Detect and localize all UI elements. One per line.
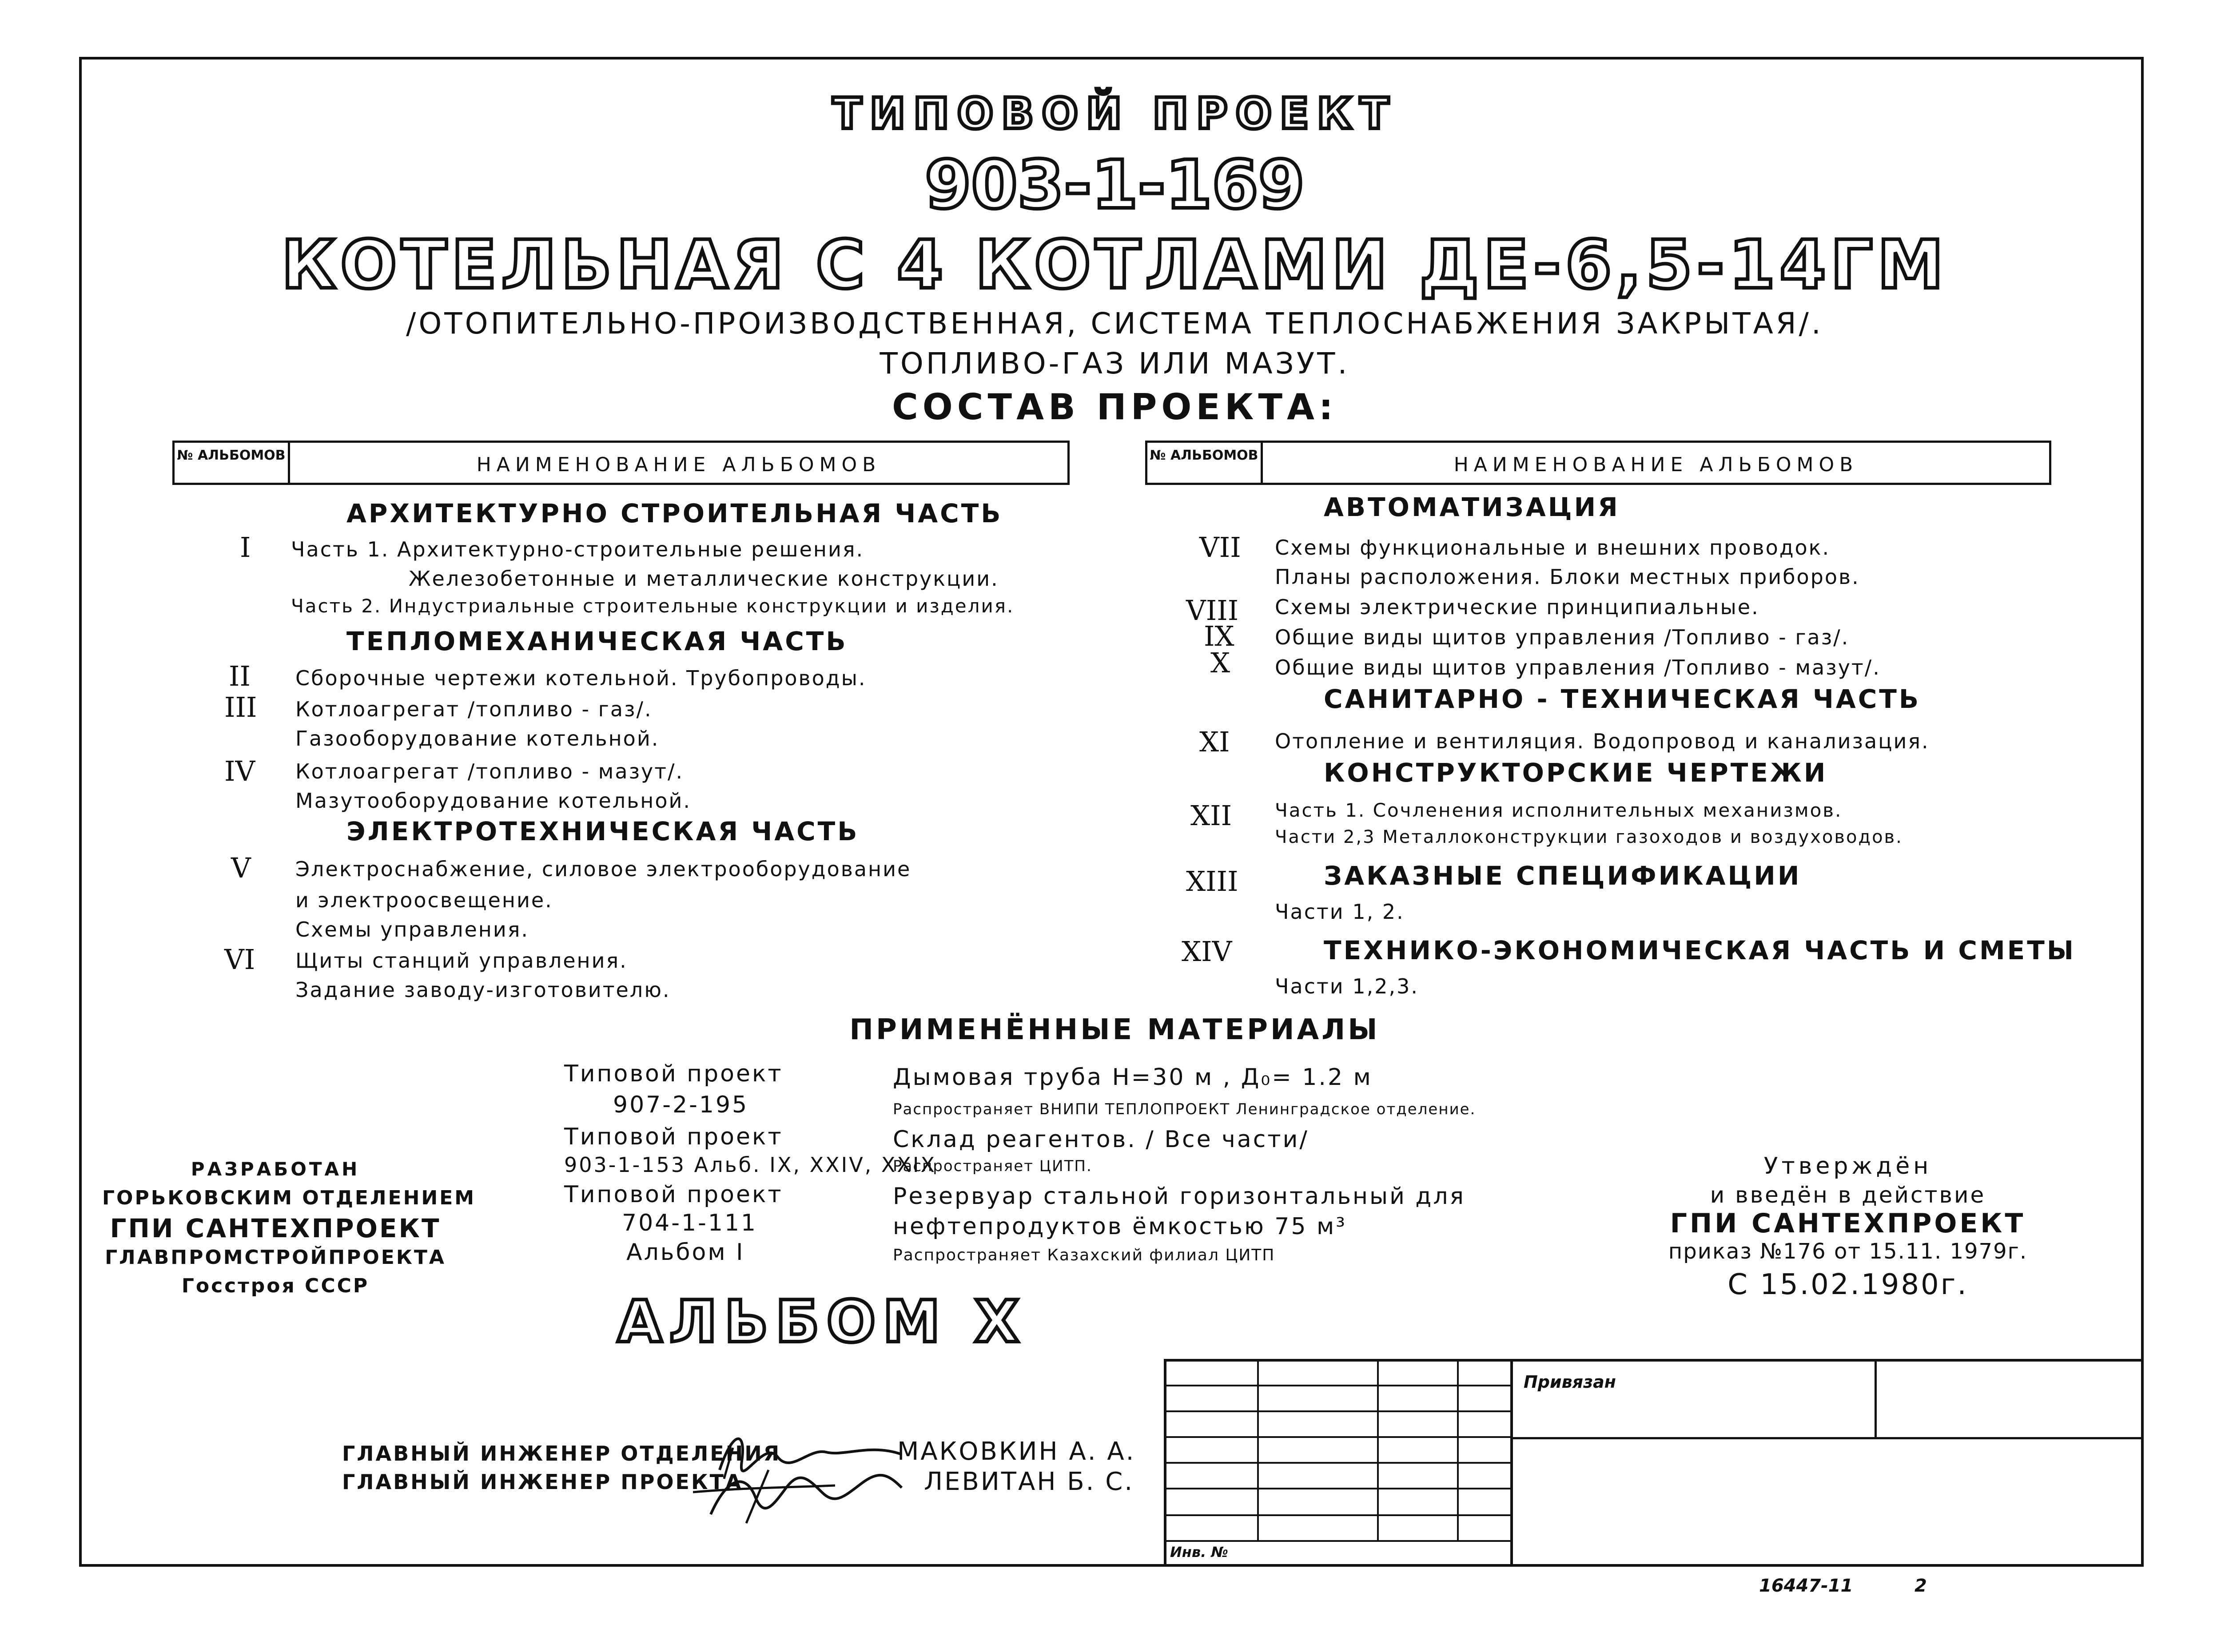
album-line: Сборочные чертежи котельной. Трубопроводы. bbox=[295, 666, 867, 690]
album-number-column: № АЛЬБОМОВ bbox=[175, 443, 290, 483]
material-project-number: 903-1-153 Альб. IX, XXIV, XXIX bbox=[564, 1153, 937, 1177]
project-subtitle: /ОТОПИТЕЛЬНО-ПРОИЗВОДСТВЕННАЯ, СИСТЕМА ТЕПЛОСНАБЖЕНИЯ ЗАКРЫТАЯ/. bbox=[406, 306, 1823, 341]
material-project-number: 704-1-111 bbox=[622, 1210, 758, 1236]
album-number: X bbox=[1210, 647, 1230, 679]
approval-date: С 15.02.1980г. bbox=[1727, 1268, 1968, 1301]
material-description: нефтепродуктов ёмкостью 75 м³ bbox=[893, 1213, 1347, 1240]
material-distributor: Распространяет ВНИПИ ТЕПЛОПРОЕКТ Ленинградское отделение. bbox=[893, 1100, 1476, 1118]
album-name-column: НАИМЕНОВАНИЕ АЛЬБОМОВ bbox=[476, 453, 881, 476]
album-line: Схемы электрические принципиальные. bbox=[1275, 595, 1759, 619]
album-number-column: № АЛЬБОМОВ bbox=[1147, 443, 1263, 483]
album-number: III bbox=[224, 691, 257, 723]
section-heading: ТЕХНИКО-ЭКОНОМИЧЕСКАЯ ЧАСТЬ И СМЕТЫ bbox=[1324, 935, 2076, 965]
album-number: IV bbox=[224, 755, 255, 787]
album-line: Задание заводу-изготовителю. bbox=[295, 978, 671, 1002]
material-project-label: Типовой проект bbox=[564, 1181, 783, 1208]
album-line: Планы расположения. Блоки местных приборов. bbox=[1275, 565, 1860, 589]
section-heading: САНИТАРНО - ТЕХНИЧЕСКАЯ ЧАСТЬ bbox=[1324, 684, 1921, 714]
album-number: VIII bbox=[1186, 594, 1239, 627]
album-name-column: НАИМЕНОВАНИЕ АЛЬБОМОВ bbox=[1453, 453, 1859, 476]
project-title: КОТЕЛЬНАЯ С 4 КОТЛАМИ ДЕ-6,5-14ГМ bbox=[281, 226, 1948, 304]
album-number: XIII bbox=[1186, 865, 1238, 897]
album-number: XI bbox=[1199, 726, 1230, 758]
album-line: Часть 2. Индустриальные строительные конструкции и изделия. bbox=[291, 595, 1015, 617]
album-line: Железобетонные и металлические конструкции. bbox=[409, 567, 999, 591]
material-description: Резервуар стальной горизонтальный для bbox=[893, 1183, 1465, 1210]
section-heading: ТЕПЛОМЕХАНИЧЕСКАЯ ЧАСТЬ bbox=[346, 626, 848, 656]
album-line: Часть 1. Архитектурно-строительные решения. bbox=[291, 537, 864, 561]
project-type-label: ТИПОВОЙ ПРОЕКТ bbox=[832, 89, 1397, 139]
handwritten-signatures bbox=[693, 1421, 942, 1528]
album-line: и электроосвещение. bbox=[295, 888, 553, 912]
album-line: Электроснабжение, силовое электрооборудование bbox=[295, 857, 911, 881]
signature-role: ГЛАВНЫЙ ИНЖЕНЕР ОТДЕЛЕНИЯ bbox=[342, 1442, 781, 1465]
materials-heading: ПРИМЕНЁННЫЕ МАТЕРИАЛЫ bbox=[849, 1013, 1380, 1046]
album-line: Газооборудование котельной. bbox=[295, 727, 660, 751]
approval-order: приказ №176 от 15.11. 1979г. bbox=[1668, 1239, 2028, 1264]
album-number: I bbox=[240, 531, 251, 564]
section-heading: АРХИТЕКТУРНО СТРОИТЕЛЬНАЯ ЧАСТЬ bbox=[346, 498, 1003, 528]
album-number: XII bbox=[1190, 799, 1232, 832]
signature-name: ЛЕВИТАН Б. С. bbox=[924, 1467, 1134, 1496]
approval-line: и введён в действие bbox=[1710, 1182, 1986, 1208]
approval-line: Утверждён bbox=[1763, 1153, 1932, 1179]
album-line: Мазутооборудование котельной. bbox=[295, 789, 691, 813]
privyazan-label: Привязан bbox=[1524, 1372, 1616, 1392]
album-line: Части 2,3 Металлоконструкции газоходов и воздуховодов. bbox=[1275, 827, 1903, 847]
album-line: Части 1, 2. bbox=[1275, 900, 1405, 924]
album-number: VI bbox=[224, 943, 255, 976]
inventory-number-label: Инв. № bbox=[1170, 1544, 1228, 1561]
album-line: Общие виды щитов управления /Топливо - мазут/. bbox=[1275, 655, 1881, 679]
right-table-header bbox=[1145, 441, 2051, 485]
album-line: Схемы функциональные и внешних проводок. bbox=[1275, 536, 1831, 560]
album-label: АЛЬБОМ X bbox=[617, 1288, 1027, 1355]
project-fuel: ТОПЛИВО-ГАЗ ИЛИ МАЗУТ. bbox=[880, 346, 1350, 381]
album-number: IX bbox=[1204, 620, 1234, 652]
section-heading: КОНСТРУКТОРСКИЕ ЧЕРТЕЖИ bbox=[1324, 758, 1828, 788]
project-number: 903-1-169 bbox=[924, 147, 1305, 224]
developer-line: ГОРЬКОВСКИМ ОТДЕЛЕНИЕМ bbox=[102, 1187, 476, 1209]
album-line: Схемы управления. bbox=[295, 917, 529, 941]
material-description: Дымовая труба Н=30 м , Д₀= 1.2 м bbox=[893, 1064, 1373, 1091]
album-line: Части 1,2,3. bbox=[1275, 974, 1419, 998]
sheet-number: 2 bbox=[1915, 1576, 1927, 1596]
album-number: II bbox=[229, 660, 251, 692]
section-heading: АВТОМАТИЗАЦИЯ bbox=[1324, 492, 1620, 522]
material-album: Альбом I bbox=[626, 1239, 745, 1266]
material-distributor: Распространяет ЦИТП. bbox=[893, 1157, 1092, 1175]
album-number: VII bbox=[1199, 531, 1241, 564]
approval-org: ГПИ САНТЕХПРОЕКТ bbox=[1670, 1208, 2026, 1239]
developer-line: Госстроя СССР bbox=[181, 1275, 370, 1297]
album-number: V bbox=[231, 852, 251, 884]
section-heading: ЗАКАЗНЫЕ СПЕЦИФИКАЦИИ bbox=[1324, 861, 1802, 891]
left-table-header bbox=[172, 441, 1070, 485]
album-line: Щиты станций управления. bbox=[295, 949, 628, 973]
album-line: Котлоагрегат /топливо - газ/. bbox=[295, 697, 653, 721]
title-block bbox=[1164, 1359, 2144, 1566]
signature-role: ГЛАВНЫЙ ИНЖЕНЕР ПРОЕКТА bbox=[342, 1470, 743, 1494]
album-line: Котлоагрегат /топливо - мазут/. bbox=[295, 759, 684, 783]
composition-heading: СОСТАВ ПРОЕКТА: bbox=[892, 386, 1337, 428]
album-line: Общие виды щитов управления /Топливо - газ/. bbox=[1275, 625, 1850, 649]
album-number: XIV bbox=[1182, 935, 1232, 968]
material-project-number: 907-2-195 bbox=[613, 1092, 749, 1118]
drawing-code: 16447-11 bbox=[1759, 1576, 1853, 1596]
album-line: Часть 1. Сочленения исполнительных механизмов. bbox=[1275, 799, 1843, 821]
material-project-label: Типовой проект bbox=[564, 1124, 783, 1150]
section-heading: ЭЛЕКТРОТЕХНИЧЕСКАЯ ЧАСТЬ bbox=[346, 816, 860, 846]
developer-line: ГЛАВПРОМСТРОЙПРОЕКТА bbox=[105, 1246, 446, 1269]
material-distributor: Распространяет Казахский филиал ЦИТП bbox=[893, 1246, 1275, 1264]
signature-name: МАКОВКИН А. А. bbox=[897, 1437, 1136, 1466]
developer-line: РАЗРАБОТАН bbox=[191, 1158, 360, 1180]
developer-org: ГПИ САНТЕХПРОЕКТ bbox=[110, 1213, 441, 1243]
album-line: Отопление и вентиляция. Водопровод и канализация. bbox=[1275, 729, 1930, 753]
material-project-label: Типовой проект bbox=[564, 1060, 783, 1087]
material-description: Склад реагентов. / Все части/ bbox=[893, 1126, 1309, 1153]
